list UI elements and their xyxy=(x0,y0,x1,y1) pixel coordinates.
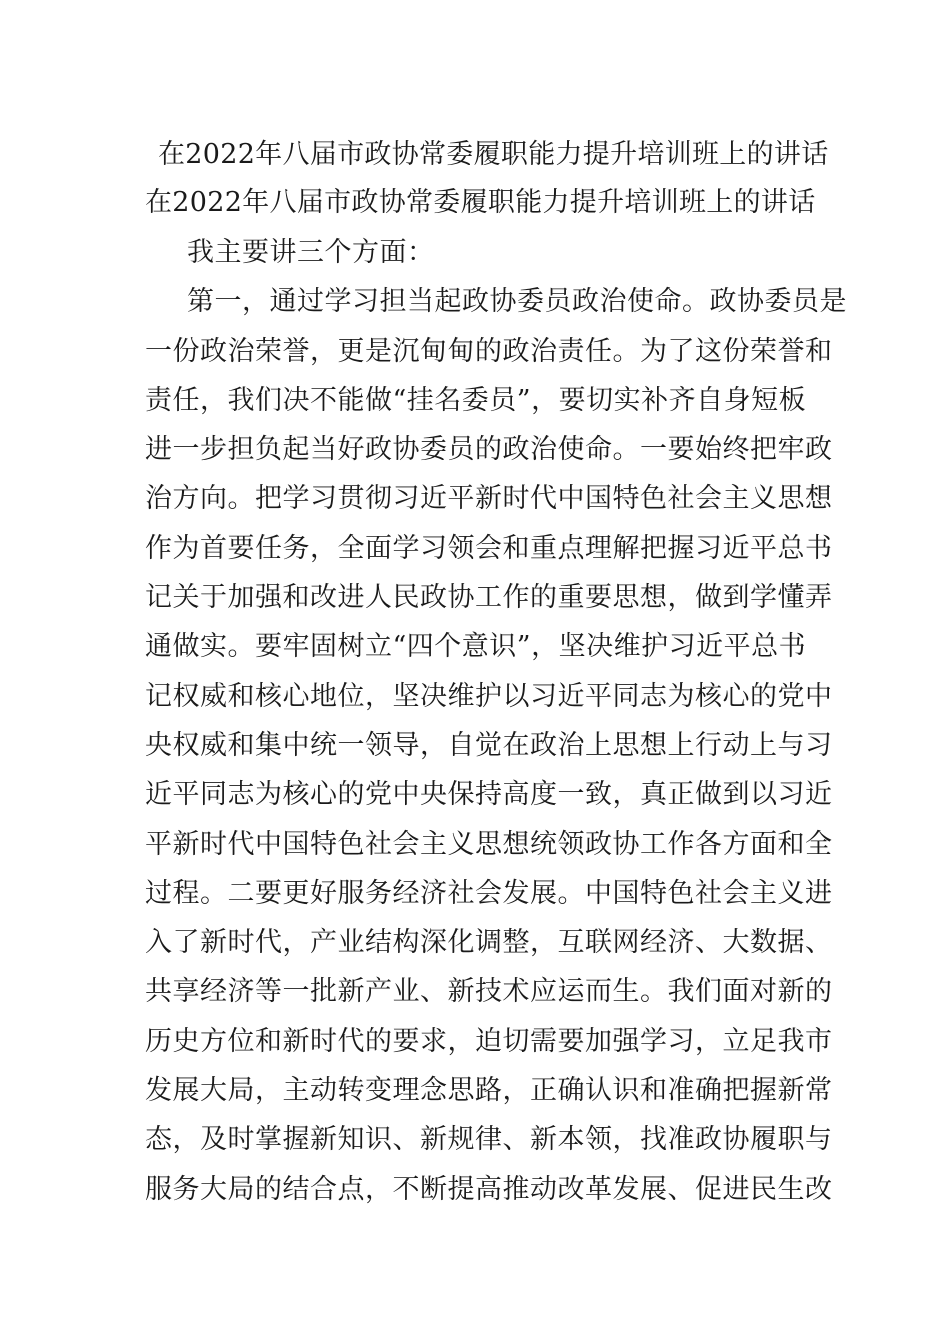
body-line: 记关于加强和改进人民政协工作的重要思想，做到学懂弄 xyxy=(145,582,833,614)
body-line: 入了新时代，产业结构深化调整，互联网经济、大数据、 xyxy=(145,927,833,959)
body-line: 治方向。把学习贯彻习近平新时代中国特色社会主义思想 xyxy=(145,483,833,515)
body-line: 发展大局，主动转变理念思路，正确认识和准确把握新常 xyxy=(145,1075,833,1107)
body-line: 态，及时掌握新知识、新规律、新本领，找准政协履职与 xyxy=(145,1124,833,1156)
body-line: 进一步担负起当好政协委员的政治使命。一要始终把牢政 xyxy=(145,434,833,466)
body-line: 过程。二要更好服务经济社会发展。中国特色社会主义进 xyxy=(145,877,833,909)
body-line: 记权威和核心地位，坚决维护以习近平同志为核心的党中 xyxy=(145,680,833,712)
document-body xyxy=(145,228,847,1214)
body-line: 通做实。要牢固树立“四个意识”，坚决维护习近平总书 xyxy=(145,631,807,663)
body-line: 近平同志为核心的党中央保持高度一致，真正做到以习近 xyxy=(145,779,833,811)
body-line: 第一，通过学习担当起政协委员政治使命。政协委员是 xyxy=(187,286,847,318)
body-line: 平新时代中国特色社会主义思想统领政协工作各方面和全 xyxy=(145,828,833,860)
document-title-line-2: 在2022年八届市政协常委履职能力提升培训班上的讲话 xyxy=(145,187,816,218)
body-line: 服务大局的结合点，不断提高推动改革发展、促进民生改 xyxy=(145,1173,833,1205)
body-line: 责任，我们决不能做“挂名委员”，要切实补齐自身短板 xyxy=(145,384,807,416)
body-line: 作为首要任务，全面学习领会和重点理解把握习近平总书 xyxy=(145,532,833,564)
body-line: 央权威和集中统一领导，自觉在政治上思想上行动上与习 xyxy=(145,729,833,761)
body-line: 历史方位和新时代的要求，迫切需要加强学习，立足我市 xyxy=(145,1025,833,1057)
intro-line: 我主要讲三个方面： xyxy=(187,237,435,268)
body-line: 一份政治荣誉，更是沉甸甸的政治责任。为了这份荣誉和 xyxy=(145,335,833,367)
document-title-line-1: 在2022年八届市政协常委履职能力提升培训班上的讲话 xyxy=(158,139,829,170)
body-line: 共享经济等一批新产业、新技术应运而生。我们面对新的 xyxy=(145,976,833,1008)
